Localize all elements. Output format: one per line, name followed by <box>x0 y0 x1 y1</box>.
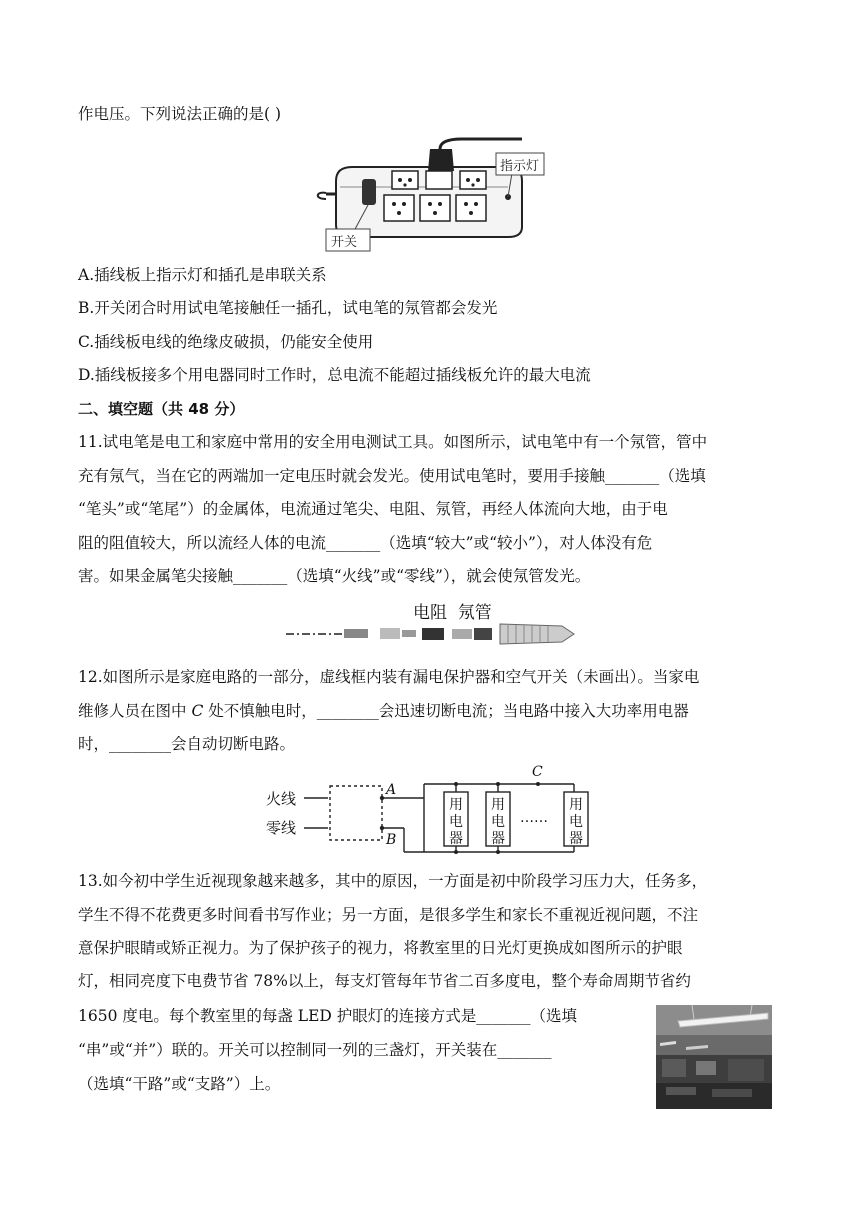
q12-line-1: 12.如图所示是家庭电路的一部分，虚线框内装有漏电保护器和空气开关（未画出）。当家电 <box>78 668 700 686</box>
test-pen-label: 电阻 氖管 <box>413 603 492 623</box>
q13-line: （选填“干路”或“支路”）上。 <box>78 1075 281 1093</box>
appliance-label: 用 <box>449 797 463 813</box>
svg-text:用: 用 <box>491 797 505 813</box>
svg-text:电: 电 <box>569 814 583 830</box>
section-heading: 二、填空题（共 48 分） <box>78 400 245 418</box>
q11-line: 11.试电笔是电工和家庭中常用的安全用电测试工具。如图所示，试电笔中有一个氖管，管中 <box>78 433 708 451</box>
q11-line: “笔头”或“笔尾”）的金属体，电流通过笔尖、电阻、氖管，再经人体流向大地，由于电 <box>78 500 668 518</box>
q10-option-b: B.开关闭合时用试电笔接触任一插孔，试电笔的氖管都会发光 <box>78 299 498 317</box>
q13-line: 1650 度电。每个教室里的每盏 LED 护眼灯的连接方式是_______（选填 <box>78 1007 578 1025</box>
q13-line: 灯，相同亮度下电费节省 78%以上，每支灯管每年节省二百多度电，整个寿命周期节省约 <box>78 972 691 990</box>
q10-option-a: A.插线板上指示灯和插孔是串联关系 <box>78 266 327 284</box>
q11-line: 害。如果金属笔尖接触_______（选填“火线”或“零线”），就会使氖管发光。 <box>78 567 591 585</box>
q10-stem: 作电压。下列说法正确的是( ) <box>78 105 282 123</box>
q10-option-d: D.插线板接多个用电器同时工作时，总电流不能超过插线板允许的最大电流 <box>78 366 591 384</box>
indicator-label: 指示灯 <box>500 159 540 174</box>
neutral-wire-label: 零线 <box>266 819 297 837</box>
svg-text:器: 器 <box>449 831 463 847</box>
point-b-label: B <box>386 832 397 848</box>
q10-option-c: C.插线板电线的绝缘皮破损，仍能安全使用 <box>78 333 374 351</box>
svg-text:器: 器 <box>569 831 583 847</box>
svg-text:器: 器 <box>491 831 505 847</box>
live-wire-label: 火线 <box>266 790 297 808</box>
svg-text:用: 用 <box>569 797 583 813</box>
q13-line: 意保护眼睛或矫正视力。为了保护孩子的视力，将教室里的日光灯更换成如图所示的护眼 <box>78 939 683 957</box>
q11-line: 充有氖气，当在它的两端加一定电压时就会发光。使用试电笔时，要用手接触_______（选填 <box>78 467 706 485</box>
ellipsis-label: …… <box>520 810 548 826</box>
classroom-light-photo <box>656 1005 772 1109</box>
q13-line: 13.如今初中学生近视现象越来越多，其中的原因，一方面是初中阶段学习压力大，任务多， <box>78 872 708 890</box>
power-strip-figure <box>312 137 552 255</box>
q12-line-2: 维修人员在图中 C 处不慎触电时，________会迅速切断电流；当电路中接入大功率用电器 <box>78 702 689 720</box>
point-c-label: C <box>532 764 543 780</box>
svg-text:电: 电 <box>449 814 463 830</box>
point-a-label: A <box>386 782 397 798</box>
q11-line: 阻的阻值较大，所以流经人体的电流_______（选填“较大”或“较小”），对人体没有危 <box>78 534 653 552</box>
q13-line: “串”或“并”）联的。开关可以控制同一列的三盏灯，开关装在_______ <box>78 1041 552 1059</box>
svg-text:电: 电 <box>491 814 505 830</box>
test-pen-figure <box>284 620 576 648</box>
circuit-figure <box>264 760 596 860</box>
switch-label: 开关 <box>331 235 358 250</box>
q13-line: 学生不得不花费更多时间看书写作业；另一方面，是很多学生和家长不重视近视问题，不注 <box>78 906 699 924</box>
q12-line-3: 时，________会自动切断电路。 <box>78 735 296 753</box>
